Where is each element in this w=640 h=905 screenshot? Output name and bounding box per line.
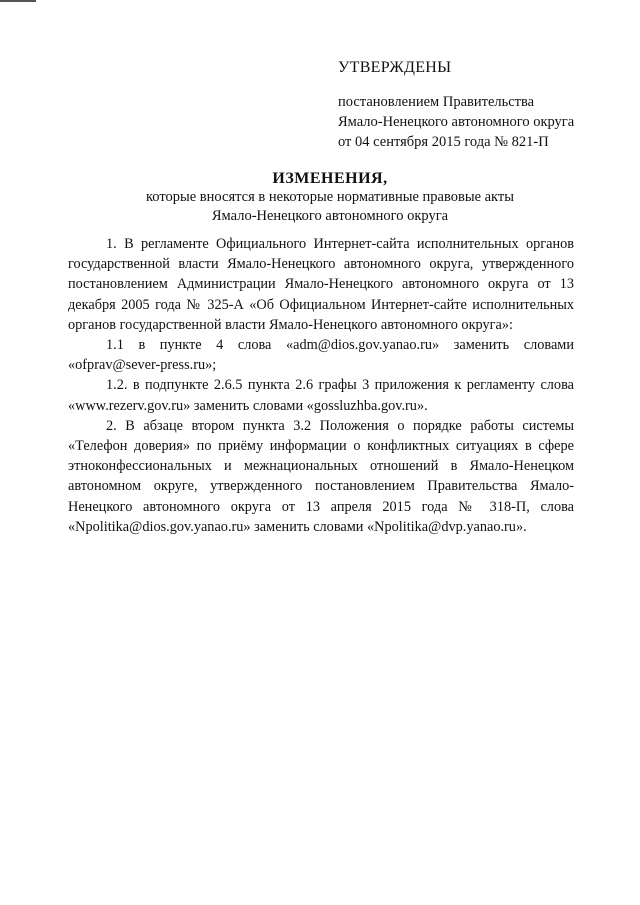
- approval-line-2: Ямало-Ненецкого автономного округа: [338, 114, 575, 130]
- approval-line-3: от 04 сентября 2015 года № 821-П: [338, 134, 549, 150]
- approval-line-1: постановлением Правительства: [338, 94, 535, 110]
- document-title-block: [60, 169, 600, 226]
- approval-stamp: [338, 58, 574, 152]
- paragraph-1: 1. В регламенте Официального Интернет-сайта исполнительных органов государственной власти Ямало-Ненецкого автономного округа, утвержденного постановлением Администрации Ямало-Ненецкого автономного округа от 13 декабря 2005 года № 325-А «Об Официальном Интернет-сайте исполнительных органов государственной власти Ямало-Ненецкого автономного округа»:: [68, 236, 574, 333]
- approval-heading: УТВЕРЖДЕНЫ: [338, 59, 452, 76]
- document-title: ИЗМЕНЕНИЯ,: [272, 170, 388, 187]
- document-subtitle-line-2: Ямало-Ненецкого автономного округа: [211, 208, 449, 224]
- paragraph-2: 2. В абзаце втором пункта 3.2 Положения о порядке работы системы «Телефон доверия» по приёму информации о конфликтных ситуациях в сфере этноконфессиональных и межнациональных отношений в Ямало-Ненецком автономном округе, утвержденного постановлением Правительства Ямало-Ненецкого автономного округа от 13 апреля 2015 года № 318-П, слова «Npolitika@dios.gov.yanao.ru» заменить словами «Npolitika@dvp.yanao.ru».: [68, 417, 574, 535]
- scan-edge-mark: [0, 0, 36, 2]
- paragraph-1-1: 1.1 в пункте 4 слова «adm@dios.gov.yanao.ru» заменить словами «ofprav@sever-press.ru»;: [68, 337, 574, 374]
- paragraph-1-2: 1.2. в подпункте 2.6.5 пункта 2.6 графы 3 приложения к регламенту слова «www.rezerv.gov.ru» заменить словами «gossluzhba.gov.ru».: [68, 377, 574, 414]
- document-body: [68, 234, 574, 537]
- document-subtitle-line-1: которые вносятся в некоторые нормативные правовые акты: [145, 189, 514, 205]
